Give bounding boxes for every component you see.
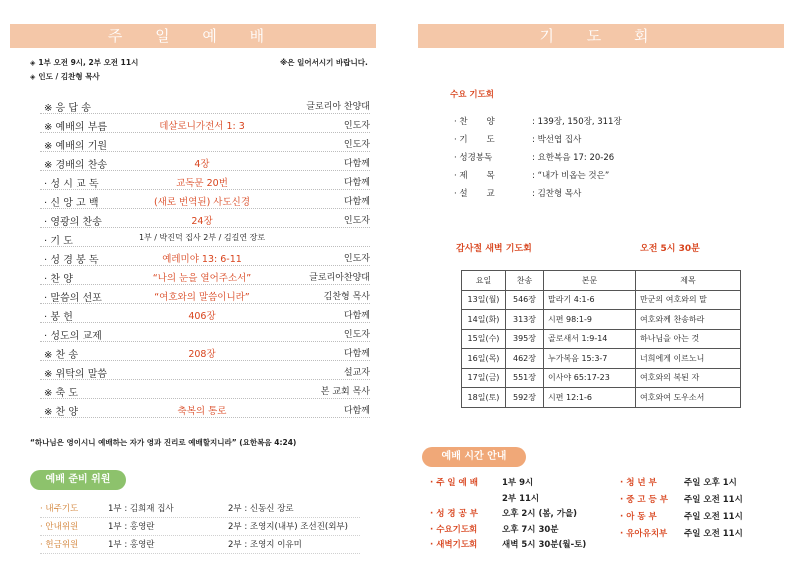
order-item-leader: 본 교회 목사 xyxy=(320,387,370,397)
order-item-detail: 406장 xyxy=(188,311,216,322)
committee-second-service: 2부 : 조영지(내부) 조선진(외부) xyxy=(228,522,348,532)
detail-key: · 제 목 xyxy=(454,171,495,181)
order-item-leader: 글로리아 찬양대 xyxy=(306,102,370,112)
order-item-detail: 교독문 20번 xyxy=(176,178,228,189)
committee-row xyxy=(40,518,360,536)
table-cell: 시편 12:1-6 xyxy=(544,388,636,408)
order-item-leader: 인도자 xyxy=(343,121,370,131)
service-times: ◈ 1부 오전 9시, 2부 오전 11시 xyxy=(30,58,139,67)
service-time-value: 주일 오후 1시 xyxy=(684,478,737,488)
order-item xyxy=(40,96,370,115)
table-cell: 18일(토) xyxy=(462,388,506,408)
order-item-name: · 말씀의 선포 xyxy=(44,293,102,304)
col-header-passage: 본문 xyxy=(544,271,636,291)
service-time-value: 주일 오전 11시 xyxy=(684,529,743,539)
service-time-value: 새벽 5시 30분(월-토) xyxy=(502,540,587,550)
service-time-value: 오후 7시 30분 xyxy=(502,524,559,535)
order-item xyxy=(40,324,370,343)
col-header-title: 제목 xyxy=(636,271,741,291)
order-item-name: · 성 경 봉 독 xyxy=(44,255,99,266)
order-item-name: ※ 위탁의 말씀 xyxy=(44,369,108,380)
service-time-value: 주일 오전 11시 xyxy=(684,512,743,522)
table-cell: 말라기 4:1-6 xyxy=(544,290,636,310)
committee-second-service: 2부 : 조영지 이유미 xyxy=(228,540,302,550)
order-item-detail: 24장 xyxy=(191,216,213,227)
service-time-category: · 성 경 공 부 xyxy=(430,509,478,519)
order-item-name: · 봉 헌 xyxy=(44,312,73,323)
table-cell: 너희에게 이르노니 xyxy=(636,349,741,369)
dotted-divider xyxy=(40,227,370,228)
committee-role: · 내주기도 xyxy=(40,504,79,514)
order-item-name: ※ 경배의 찬송 xyxy=(44,160,108,171)
order-item-leader: 다함께 xyxy=(343,197,370,207)
committee-row xyxy=(40,500,360,518)
service-time-category: · 청 년 부 xyxy=(620,478,657,488)
table-row xyxy=(462,368,741,388)
order-item-name: ※ 축 도 xyxy=(44,388,79,399)
detail-value: : 139장, 150장, 311장 xyxy=(532,117,622,127)
prayer-meeting-banner: 기 도 회 xyxy=(418,24,784,48)
table-cell: 14일(화) xyxy=(462,310,506,330)
service-time-category: · 유아유치부 xyxy=(620,529,668,539)
table-cell: 골로새서 1:9-14 xyxy=(544,329,636,349)
table-cell: 551장 xyxy=(506,368,544,388)
order-item-name: ※ 예배의 기원 xyxy=(44,141,108,152)
order-item-leader: 인도자 xyxy=(343,254,370,264)
order-item xyxy=(40,400,370,419)
table-row xyxy=(462,349,741,369)
order-item-name: · 찬 양 xyxy=(44,274,73,285)
dawn-prayer-title: 감사절 새벽 기도회 xyxy=(456,244,532,254)
table-cell: 313장 xyxy=(506,310,544,330)
dotted-divider xyxy=(40,265,370,266)
dotted-divider xyxy=(40,189,370,190)
service-time-value: 2부 11시 xyxy=(502,493,540,504)
order-item-detail: “여호와의 말씀이니라” xyxy=(154,292,250,303)
order-item xyxy=(40,115,370,134)
order-item-name: · 신 앙 고 백 xyxy=(44,198,99,209)
order-item-detail: 데살로니가전서 1: 3 xyxy=(159,121,245,132)
detail-value: : 김찬형 목사 xyxy=(532,189,582,199)
committee-second-service: 2부 : 신동신 장로 xyxy=(228,504,294,514)
order-item-name: · 성도의 교제 xyxy=(44,331,102,342)
table-cell: 16일(목) xyxy=(462,349,506,369)
order-item-leader: 다함께 xyxy=(343,349,370,359)
order-item xyxy=(40,305,370,324)
order-item-detail: 208장 xyxy=(188,349,216,360)
table-cell: 여호와의 복된 자 xyxy=(636,368,741,388)
dotted-divider xyxy=(40,360,370,361)
order-item-leader: 설교자 xyxy=(343,368,370,378)
order-item-name: ※ 예배의 부름 xyxy=(44,122,108,133)
order-item-leader: 인도자 xyxy=(343,216,370,226)
order-item-detail: 예레미야 13: 6-11 xyxy=(162,254,242,265)
order-item-leader: 김찬형 목사 xyxy=(323,292,370,302)
table-cell: 592장 xyxy=(506,388,544,408)
table-cell: 하나님을 아는 것 xyxy=(636,329,741,349)
order-item-detail: 축복의 통로 xyxy=(177,406,227,417)
committee-first-service: 1부 : 홍영란 xyxy=(108,540,155,550)
order-item-leader: 다함께 xyxy=(343,178,370,188)
dotted-divider xyxy=(40,246,370,247)
order-item xyxy=(40,381,370,400)
order-item xyxy=(40,153,370,172)
order-item-detail: 4장 xyxy=(194,159,210,170)
dotted-divider xyxy=(40,113,370,114)
table-cell: 여호와여 도우소서 xyxy=(636,388,741,408)
service-leader: ◈ 인도 / 김찬형 목사 xyxy=(30,72,100,81)
wednesday-prayer-title: 수요 기도회 xyxy=(450,90,495,100)
order-item-leader: 인도자 xyxy=(343,330,370,340)
order-item xyxy=(40,229,370,248)
table-row xyxy=(462,388,741,408)
dotted-divider xyxy=(40,553,360,554)
table-cell: 395장 xyxy=(506,329,544,349)
service-time-value: 오후 2시 (봄, 가을) xyxy=(502,509,578,519)
table-cell: 13일(월) xyxy=(462,290,506,310)
order-item-name: ※ 찬 양 xyxy=(44,407,79,418)
dotted-divider xyxy=(40,284,370,285)
dotted-divider xyxy=(40,341,370,342)
table-cell: 시편 98:1-9 xyxy=(544,310,636,330)
dotted-divider xyxy=(40,208,370,209)
order-item-name: · 기 도 xyxy=(44,236,73,247)
order-item xyxy=(40,191,370,210)
service-times-title: 예배 시간 안내 xyxy=(422,447,526,467)
order-item-leader: 다함께 xyxy=(343,159,370,169)
order-item xyxy=(40,248,370,267)
order-item-name: · 영광의 찬송 xyxy=(44,217,102,228)
table-row xyxy=(462,310,741,330)
service-time-value: 1부 9시 xyxy=(502,478,534,488)
table-cell: 여호와께 찬송하라 xyxy=(636,310,741,330)
dotted-divider xyxy=(40,417,370,418)
committee-role: · 헌금위원 xyxy=(40,540,79,550)
table-cell: 462장 xyxy=(506,349,544,369)
order-item-detail: “나의 눈을 열어주소서” xyxy=(152,273,252,284)
order-item xyxy=(40,134,370,153)
detail-value: : 박선엽 집사 xyxy=(532,135,582,145)
order-item-leader: 다함께 xyxy=(343,311,370,321)
detail-key: · 기 도 xyxy=(454,135,495,145)
order-item-name: ※ 응 답 송 xyxy=(44,103,91,114)
dotted-divider xyxy=(40,303,370,304)
scripture-quote: “하나님은 영이시니 예배하는 자가 영과 진리로 예배할지니라” (요한복음 4:24) xyxy=(30,438,297,447)
service-time-category: · 새벽기도회 xyxy=(430,540,478,550)
table-cell: 누가복음 15:3-7 xyxy=(544,349,636,369)
order-item xyxy=(40,286,370,305)
detail-key: · 성경봉독 xyxy=(454,153,493,163)
order-item-leader: 인도자 xyxy=(343,140,370,150)
table-cell: 만군의 여호와의 말 xyxy=(636,290,741,310)
order-item xyxy=(40,210,370,229)
order-item-name: ※ 찬 송 xyxy=(44,350,79,361)
table-cell: 546장 xyxy=(506,290,544,310)
committee-row xyxy=(40,536,360,554)
service-time-category: · 수요기도회 xyxy=(430,524,478,535)
order-item-detail: 1부 / 박진덕 집사 2부 / 김길연 장로 xyxy=(138,233,266,242)
stand-note: ※은 일어서시기 바랍니다. xyxy=(280,58,368,67)
table-header-row xyxy=(462,271,741,291)
order-item xyxy=(40,362,370,381)
table-row xyxy=(462,329,741,349)
dotted-divider xyxy=(40,379,370,380)
table-cell: 15일(수) xyxy=(462,329,506,349)
order-item-leader: 다함께 xyxy=(343,406,370,416)
order-item xyxy=(40,343,370,362)
diamond-bullet-icon: ◈ xyxy=(30,73,36,81)
order-item-leader: 글로리아찬양대 xyxy=(309,273,370,283)
table-row xyxy=(462,290,741,310)
committee-first-service: 1부 : 홍영란 xyxy=(108,522,155,532)
service-time-value: 주일 오전 11시 xyxy=(684,495,743,505)
service-time-category: · 아 동 부 xyxy=(620,512,657,522)
dotted-divider xyxy=(40,398,370,399)
dotted-divider xyxy=(40,132,370,133)
col-header-hymn: 찬송 xyxy=(506,271,544,291)
col-header-day: 요일 xyxy=(462,271,506,291)
order-item xyxy=(40,267,370,286)
table-cell: 이사야 65:17-23 xyxy=(544,368,636,388)
dotted-divider xyxy=(40,170,370,171)
committee-role: · 안내위원 xyxy=(40,522,79,532)
detail-value: : “내가 비옵는 것은” xyxy=(532,171,610,181)
service-time-category: · 주 일 예 배 xyxy=(430,478,478,488)
service-time-category: · 중 고 등 부 xyxy=(620,495,668,505)
dawn-prayer-time: 오전 5시 30분 xyxy=(640,244,700,254)
diamond-bullet-icon: ◈ xyxy=(30,59,36,67)
sunday-service-banner: 주 일 예 배 xyxy=(10,24,376,48)
detail-value: : 요한복음 17: 20-26 xyxy=(532,153,615,163)
detail-key: · 설 교 xyxy=(454,189,495,199)
order-item-detail: (새로 번역된) 사도신경 xyxy=(153,197,251,208)
committee-first-service: 1부 : 김희재 집사 xyxy=(108,504,174,514)
detail-key: · 찬 양 xyxy=(454,117,495,127)
dotted-divider xyxy=(40,151,370,152)
dawn-prayer-table xyxy=(461,270,741,408)
dotted-divider xyxy=(40,322,370,323)
table-cell: 17일(금) xyxy=(462,368,506,388)
committee-title: 예배 준비 위원 xyxy=(30,470,126,490)
order-item xyxy=(40,172,370,191)
order-item-name: · 성 시 교 독 xyxy=(44,179,99,190)
